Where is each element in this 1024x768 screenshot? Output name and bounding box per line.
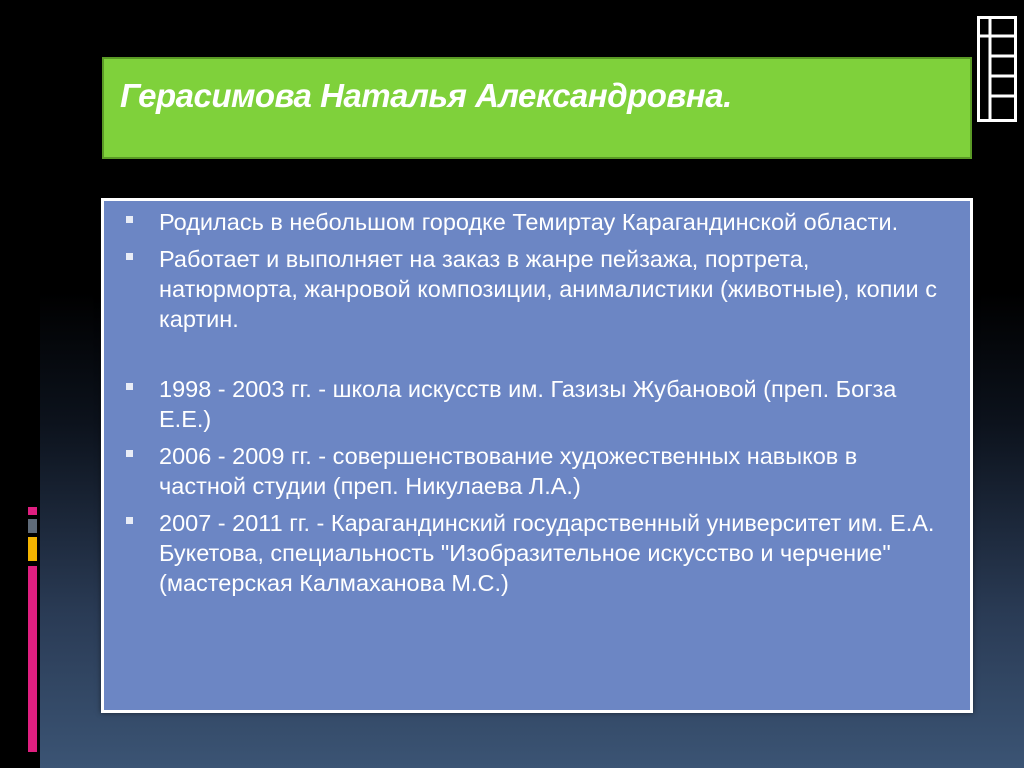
bullet-text: Родилась в небольшом городке Темиртау Карагандинской области. (159, 209, 899, 235)
list-item (104, 244, 970, 334)
accent-bar-gray (28, 519, 37, 533)
square-bullet-icon (126, 517, 133, 524)
accent-bar-pink-small (28, 507, 37, 515)
bullet-text: 1998 - 2003 гг. - школа искусств им. Газизы Жубановой (преп. Богза Е.Е.) (159, 376, 897, 432)
bullet-text: 2006 - 2009 гг. - совершенствование художественных навыков в частной студии (преп. Никулаева Л.А.) (159, 443, 858, 499)
accent-bar-pink-long (28, 566, 37, 752)
slide-title: Герасимова Наталья Александровна. (120, 77, 732, 114)
accent-bar-yellow (28, 537, 37, 561)
square-bullet-icon (126, 253, 133, 260)
square-bullet-icon (126, 383, 133, 390)
list-item (104, 441, 970, 501)
bullet-list (104, 207, 970, 605)
square-bullet-icon (126, 216, 133, 223)
list-item (104, 207, 970, 237)
bullet-text: 2007 - 2011 гг. - Карагандинский государственный университет им. Е.А. Букетова, специальность "Изобразительное искусство и черчение" (мастерская Калмаханова М.С.) (159, 510, 935, 596)
bullet-text: Работает и выполняет на заказ в жанре пейзажа, портрета, натюрморта, жанровой композиции, анималистики (животные), копии с картин. (159, 246, 937, 332)
window-lines-icon (977, 16, 1017, 122)
square-bullet-icon (126, 450, 133, 457)
left-decor-strip (0, 0, 40, 768)
title-box (102, 57, 972, 159)
list-item (104, 508, 970, 598)
list-item (104, 374, 970, 434)
content-box (101, 198, 973, 713)
